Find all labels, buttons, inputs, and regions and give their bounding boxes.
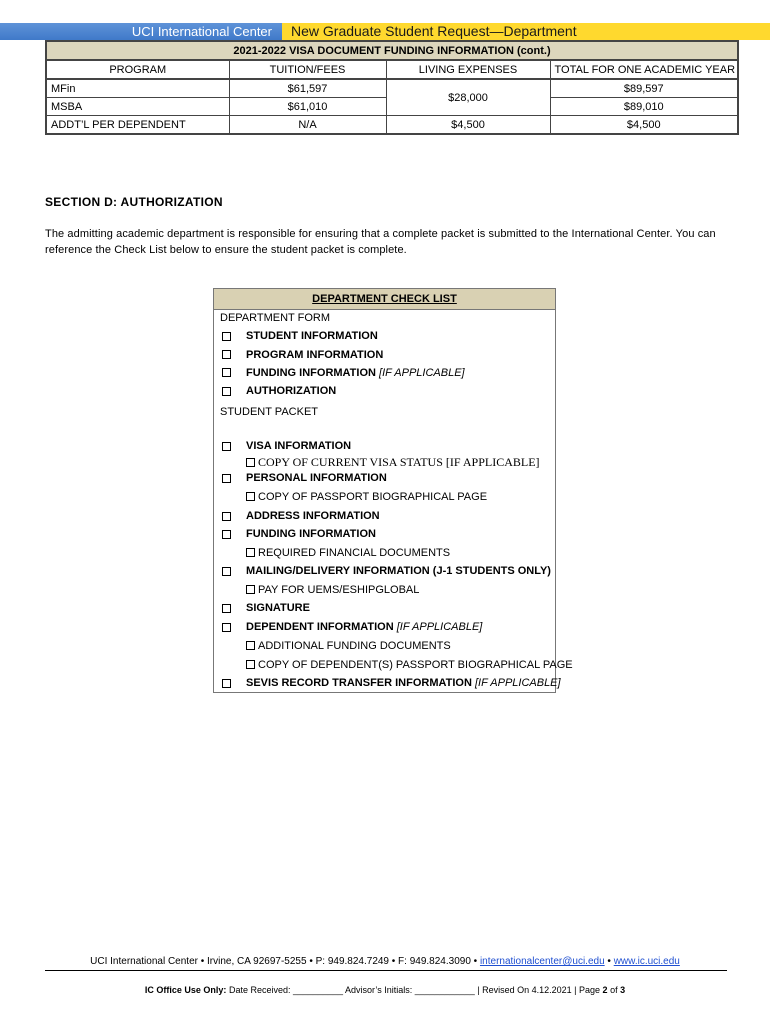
checkbox[interactable] (222, 567, 231, 576)
col-header-tuition: TUITION/FEES (229, 60, 386, 79)
row-total: $89,010 (550, 98, 738, 116)
checkbox[interactable] (222, 368, 231, 377)
checklist-item-program-info: PROGRAM INFORMATION (246, 349, 384, 361)
checkbox[interactable] (246, 641, 255, 650)
group-label-student-packet: STUDENT PACKET (220, 406, 318, 418)
checklist-item-funding-info: FUNDING INFORMATION [IF APPLICABLE] (246, 367, 465, 379)
page-header (0, 23, 770, 40)
email-link[interactable]: internationalcenter@uci.edu (479, 956, 605, 967)
checkbox[interactable] (222, 474, 231, 483)
checkbox[interactable] (222, 530, 231, 539)
col-header-living: LIVING EXPENSES (386, 60, 550, 79)
row-program: MSBA (46, 98, 229, 116)
checklist-subitem-passport: COPY OF PASSPORT BIOGRAPHICAL PAGE (246, 491, 487, 503)
checklist-item-visa: VISA INFORMATION (246, 440, 352, 452)
funding-table (45, 40, 739, 135)
header-organization: UCI International Center (0, 23, 282, 40)
checklist-item-address: ADDRESS INFORMATION (246, 510, 380, 522)
row-program: MFin (46, 79, 229, 98)
col-header-total: TOTAL FOR ONE ACADEMIC YEAR (550, 60, 738, 79)
row-total: $4,500 (550, 116, 738, 135)
checkbox[interactable] (246, 585, 255, 594)
section-title: SECTION D: AUTHORIZATION (45, 195, 223, 209)
checkbox[interactable] (246, 458, 255, 467)
col-header-program: PROGRAM (46, 60, 229, 79)
row-total: $89,597 (550, 79, 738, 98)
checkbox[interactable] (222, 679, 231, 688)
checkbox[interactable] (246, 548, 255, 557)
checklist-subitem-additional-funding: ADDITIONAL FUNDING DOCUMENTS (246, 640, 451, 652)
group-label-department-form: DEPARTMENT FORM (220, 312, 331, 324)
row-tuition: N/A (229, 116, 386, 135)
checklist-item-signature: SIGNATURE (246, 602, 310, 614)
checkbox[interactable] (222, 623, 231, 632)
row-program: ADDT’L PER DEPENDENT (46, 116, 229, 135)
section-body: The admitting academic department is responsible for ensuring that a complete packet is submitted to the International Center. You can reference the Check List below to ensure the student packet is complete. (45, 228, 716, 256)
row-living: $4,500 (386, 116, 550, 135)
checkbox[interactable] (222, 512, 231, 521)
checkbox[interactable] (222, 332, 231, 341)
checkbox[interactable] (222, 387, 231, 396)
row-tuition: $61,010 (229, 98, 386, 116)
checklist-item-authorization: AUTHORIZATION (246, 385, 337, 397)
checklist-subitem-visa-status: COPY OF CURRENT VISA STATUS [IF APPLICABLE] (246, 455, 540, 470)
table-row (46, 116, 738, 135)
checklist-item-dependent: DEPENDENT INFORMATION [IF APPLICABLE] (246, 621, 483, 633)
checkbox[interactable] (246, 660, 255, 669)
checklist-item-funding: FUNDING INFORMATION (246, 528, 376, 540)
website-link[interactable]: www.ic.uci.edu (613, 956, 680, 967)
checkbox[interactable] (222, 350, 231, 359)
checkbox[interactable] (222, 604, 231, 613)
checklist-item-student-info: STUDENT INFORMATION (246, 330, 378, 342)
checklist-item-personal: PERSONAL INFORMATION (246, 472, 387, 484)
checklist-subitem-financial-docs: REQUIRED FINANCIAL DOCUMENTS (246, 547, 450, 559)
funding-table-title: 2021-2022 VISA DOCUMENT FUNDING INFORMATION (cont.) (46, 41, 738, 60)
checklist-item-mailing: MAILING/DELIVERY INFORMATION (J-1 STUDENTS ONLY) (246, 565, 551, 577)
department-checklist (213, 288, 573, 693)
checklist-subitem-uems: PAY FOR UEMS/ESHIPGLOBAL (246, 584, 419, 596)
checkbox[interactable] (246, 492, 255, 501)
checklist-subitem-dependent-passport: COPY OF DEPENDENT(S) PASSPORT BIOGRAPHICAL PAGE (246, 659, 573, 671)
header-form-title: New Graduate Student Request—Department (282, 23, 770, 40)
footer-office-use: IC Office Use Only: Date Received: __________ Advisor’s Initials: ____________ | Revised On 4.12.2021 | Page 2 of 3 (144, 985, 626, 995)
footer-divider (45, 970, 727, 971)
checklist-title: DEPARTMENT CHECK LIST (214, 289, 555, 310)
table-row (46, 79, 738, 98)
row-tuition: $61,597 (229, 79, 386, 98)
shared-living-expenses: $28,000 (386, 79, 550, 116)
checkbox[interactable] (222, 442, 231, 451)
footer-contact: UCI International Center • Irvine, CA 92697-5255 • P: 949.824.7249 • F: 949.824.3090 • internationalcenter@uci.edu • www.ic.uci.edu (90, 956, 680, 967)
checklist-item-sevis: SEVIS RECORD TRANSFER INFORMATION [IF APPLICABLE] (246, 677, 561, 689)
